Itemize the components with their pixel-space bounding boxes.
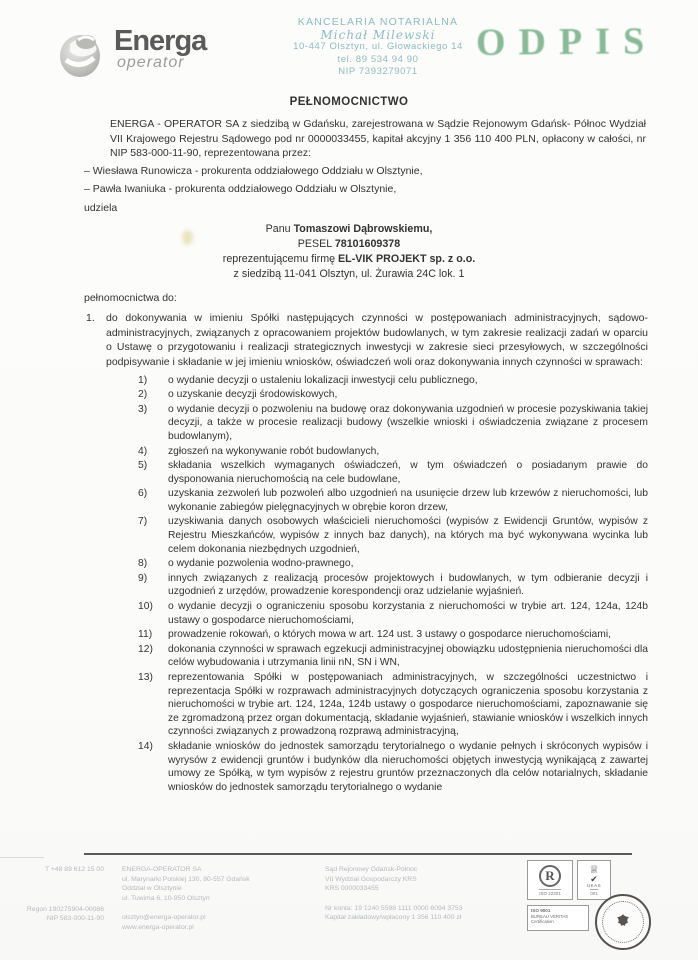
subitem-number: 13)	[138, 672, 153, 683]
footer-separator	[84, 853, 632, 855]
subitem-number: 11)	[138, 629, 153, 641]
notary-stamp-address: 10-447 Olsztyn, ul. Głowackiego 14	[293, 41, 463, 52]
subitem-text: składania wszelkich wymaganych oświadczeń, w tym oświadczeń o posiadanym prawie do dysponowania nieruchomością na cele budowlane,	[168, 460, 648, 485]
footer-contact-line: www.energa-operator.pl	[122, 923, 194, 931]
notary-stamp-title: KANCELARIA NOTARIALNA	[297, 16, 459, 28]
iso22301-label: ISO 22301	[539, 890, 561, 896]
document-title: PEŁNOMOCNICTWO	[289, 96, 409, 108]
certification-marks	[527, 860, 687, 960]
grantee-name-line: Panu Tomaszowi Dąbrowskiemu,	[265, 222, 433, 235]
representative-line: – Pawła Iwaniuka - prokurenta oddziałowego Oddziału w Olsztynie,	[84, 183, 397, 196]
r-circle-icon: R	[539, 865, 561, 887]
subitem-text: składanie wniosków do jednostek samorządu terytorialnego o wydanie pełnych i skróconych wypisów i wyrysów z ewidencji gruntów i budynków dla nieruchomości objętych inwestycją wynikającą z zawartej umowy ze Spółką, w tym wypisów z rejestru gruntów przeznaczonych dla celów notarialnych, składanie wniosków do jednostek samorządu terytorialnego o wydanie	[168, 740, 648, 793]
subitem-number: 1)	[138, 374, 148, 386]
footer-company-line: Oddział w Olsztynie	[122, 885, 182, 893]
subitem-row	[138, 628, 648, 642]
intro-paragraph: ENERGA - OPERATOR SA z siedzibą w Gdańsku, zarejestrowana w Sądzie Rejonowym Gdańsk- Północ Wydział VII Krajowego Rejestru Sądowego pod nr 0000033455, kapitał akcyjny 1 356 110 400 PLN, opłacony w całości, nr NIP 583-000-11-90, reprezentowana przez:	[110, 118, 646, 160]
subitem-number: 3)	[138, 403, 148, 415]
subitem-row	[138, 515, 648, 556]
grantee-company-line: reprezentującemu firmę EL-VIK PROJEKT sp. z o.o.	[222, 252, 476, 265]
main-item-1	[86, 311, 648, 369]
subitem-number: 5)	[138, 460, 148, 472]
energa-sphere-icon	[56, 26, 106, 80]
footer-nip: NIP 583-000-11-90	[46, 915, 104, 923]
subitem-text: uzyskania zezwoleń lub pozwoleń albo uzgodnień na usunięcie drzew lub krzewów z nieruchomości, lub wykonanie zabiegów pielęgnacyjnych w obrębie koron drzew,	[168, 488, 648, 513]
subitem-row	[138, 643, 648, 670]
ukas-number: 001	[590, 890, 598, 896]
grantee-address-line: z siedzibą 11-041 Olsztyn, ul. Żurawia 24C lok. 1	[233, 267, 465, 280]
subitem-number: 12)	[138, 643, 153, 655]
brand-name: Energa	[114, 25, 207, 57]
footer-contact-block	[122, 913, 317, 932]
main-item-number: 1.	[86, 312, 95, 325]
grantee-pesel-line: PESEL 78101609378	[297, 237, 401, 250]
brand-subname: operator	[117, 54, 185, 71]
footer-court-line: VII Wydział Gospodarczy KRS	[325, 875, 417, 883]
footer-account-line: Kapitał zakładowy/wpłacony 1 356 110 400 zł	[325, 914, 462, 922]
notary-stamp-phone: tel. 89 534 94 90	[337, 53, 419, 65]
eagle-icon	[602, 901, 644, 943]
crown-icon: ♕	[589, 863, 599, 876]
bureau-veritas-mark	[527, 905, 589, 931]
subitem-row	[138, 459, 648, 486]
certification-label: Certification	[531, 919, 554, 924]
notary-round-seal	[595, 894, 651, 950]
subitem-text: o uzyskanie decyzji środowiskowych,	[168, 389, 338, 401]
subitem-number: 10)	[138, 601, 153, 613]
subitem-text: o wydanie pozwolenia wodno-prawnego,	[168, 558, 354, 570]
subitem-row	[138, 487, 648, 514]
document-body	[0, 96, 698, 794]
footer-court-column	[325, 865, 535, 923]
subitem-list	[0, 374, 698, 795]
notary-stamp-nip: NIP 7393279071	[338, 66, 418, 77]
subitem-row	[138, 403, 648, 444]
footer-company-block	[122, 865, 317, 903]
footer-company-line: ul. Marynarki Polskiej 130, 80-557 Gdańsk	[122, 875, 250, 883]
representative-line: – Wiesława Runowicza - prokurenta oddziałowego Oddziału w Olsztynie,	[84, 165, 423, 178]
subitem-text: prowadzenie rokowań, o których mowa w art. 124 ust. 3 ustawy o gospodarce nieruchomościami,	[168, 629, 611, 641]
subitem-number: 2)	[138, 389, 148, 401]
subitem-row	[138, 374, 648, 388]
main-item-text: do dokonywania w imieniu Spółki następujących czynności w postępowaniach administracyjnych, sądowo-administracyjnych, związanych z opracowaniem projektów budowlanych, w tym zakresie realizacji zadań w oparciu o Ustawę o przygotowaniu i realizacji strategicznych inwestycji w zakresie sieci przesyłowych, w szczególności podpisywanie i składanie w jej imieniu wniosków, oświadczeń woli oraz dokonywania innych czynności w sprawach:	[106, 312, 648, 368]
subitem-number: 7)	[138, 516, 148, 528]
subitem-text: dokonania czynności w sprawach egzekucji administracyjnej obowiązku udostępnienia nieruchomości dla celów wybudowania i utrzymania linii nN, SN i WN,	[168, 643, 648, 669]
subitem-text: innych związanych z realizacją procesów projektowych i budowlanych, w tym odbieranie decyzji i uzgodnień z urzędów, prowadzenie korespondencji oraz udzielanie wyjaśnień.	[168, 572, 648, 598]
footer-regon: Regon 190275904-00086	[26, 905, 104, 913]
subitem-row	[138, 671, 648, 739]
subitem-text: o wydanie decyzji o pozwoleniu na budowę oraz dokonywania uzgodnień w procesie pozyskiwania takiej decyzji, a także w procesie realizacji budowy (wszelkie wnioski i oświadczenia związane z procesem budowlanym),	[168, 403, 648, 442]
subitem-number: 8)	[138, 558, 148, 570]
iso9001-label: ISO 9001	[531, 908, 551, 913]
power-of-attorney-label: pełnomocnictwa do:	[84, 291, 177, 304]
footer-company-column	[122, 865, 317, 933]
footer-court-block	[325, 865, 535, 894]
grants-word: udziela	[84, 201, 118, 214]
notary-stamp-name: Michał Milewski	[320, 27, 436, 42]
ukas-label: UKAS	[586, 882, 602, 888]
odpis-stamp: ODPIS	[475, 20, 658, 64]
footer-left-tick	[0, 857, 44, 858]
subitem-number: 4)	[138, 445, 148, 457]
subitem-row	[138, 557, 648, 571]
subitem-text: uzyskiwania danych osobowych właścicieli nieruchomości (wypisów z Ewidencji Gruntów, wypisów z Rejestru Mieszkańców, wypisów z innych baz danych), na których ma być wykonywana wycinka lub celem dokonania niezbędnych uzgodnień,	[168, 516, 648, 555]
footer-court-line: Sąd Rejonowy Gdańsk-Północ	[325, 866, 418, 873]
subitem-row	[138, 600, 648, 627]
subitem-row	[138, 740, 648, 794]
subitem-row	[138, 572, 648, 599]
subitem-number: 14)	[138, 740, 153, 752]
ukas-cert-mark	[577, 860, 611, 900]
check-icon: ✔	[590, 873, 598, 884]
bureau-veritas-label: BUREAU VERITAS	[531, 914, 569, 919]
footer-company-line: ul. Tuwima 6, 10-950 Olsztyn	[122, 894, 210, 902]
footer-phone: T +48 89 612 15 00	[44, 866, 104, 873]
footer-contact-line: olsztyn@energa-operator.pl	[122, 914, 206, 922]
footer-phone-ids-column	[6, 865, 104, 924]
energa-logo	[56, 26, 206, 80]
subitem-text: o wydanie decyzji o ograniczeniu sposobu korzystania z nieruchomości w trybie art. 124, 124a, 124b ustawy o gospodarce nieruchomościami,	[168, 601, 648, 626]
grantee-block	[0, 222, 698, 282]
subitem-text: o wydanie decyzji o ustaleniu lokalizacji inwestycji celu publicznego,	[168, 374, 478, 386]
footer-court-line: KRS 0000033455	[325, 885, 379, 893]
subitem-text: reprezentowania Spółki w postępowaniach administracyjnych, w szczególności uczestnictwo i reprezentacja Spółki w rozprawach administracyjnych dotyczących ograniczenia sposobu korzystania z nieruchomości w trybie art. 124, 124a, 124b ustawy o gospodarce nieruchomościami, zapoznawanie się ze zgromadzoną przez organ dokumentacją, składanie wyjaśnień, stawianie wniosków i wszelkich innych czynności związanych z prowadzoną rozprawą administracyjną,	[168, 672, 648, 738]
registered-cert-mark	[527, 860, 573, 900]
subitem-number: 6)	[138, 488, 148, 500]
subitem-text: zgłoszeń na wykonywanie robót budowlanych,	[168, 445, 380, 457]
subitem-row	[138, 445, 648, 459]
footer-company-line: ENERGA-OPERATOR SA	[122, 866, 202, 873]
representatives-list	[0, 164, 698, 197]
subitem-number: 9)	[138, 572, 148, 584]
notary-office-stamp	[268, 16, 488, 79]
subitem-row	[138, 388, 648, 402]
footer-account-line: Nr konta: 19 1240 5598 1111 0000 6094 3753	[325, 904, 463, 912]
footer-account-block	[325, 904, 535, 923]
